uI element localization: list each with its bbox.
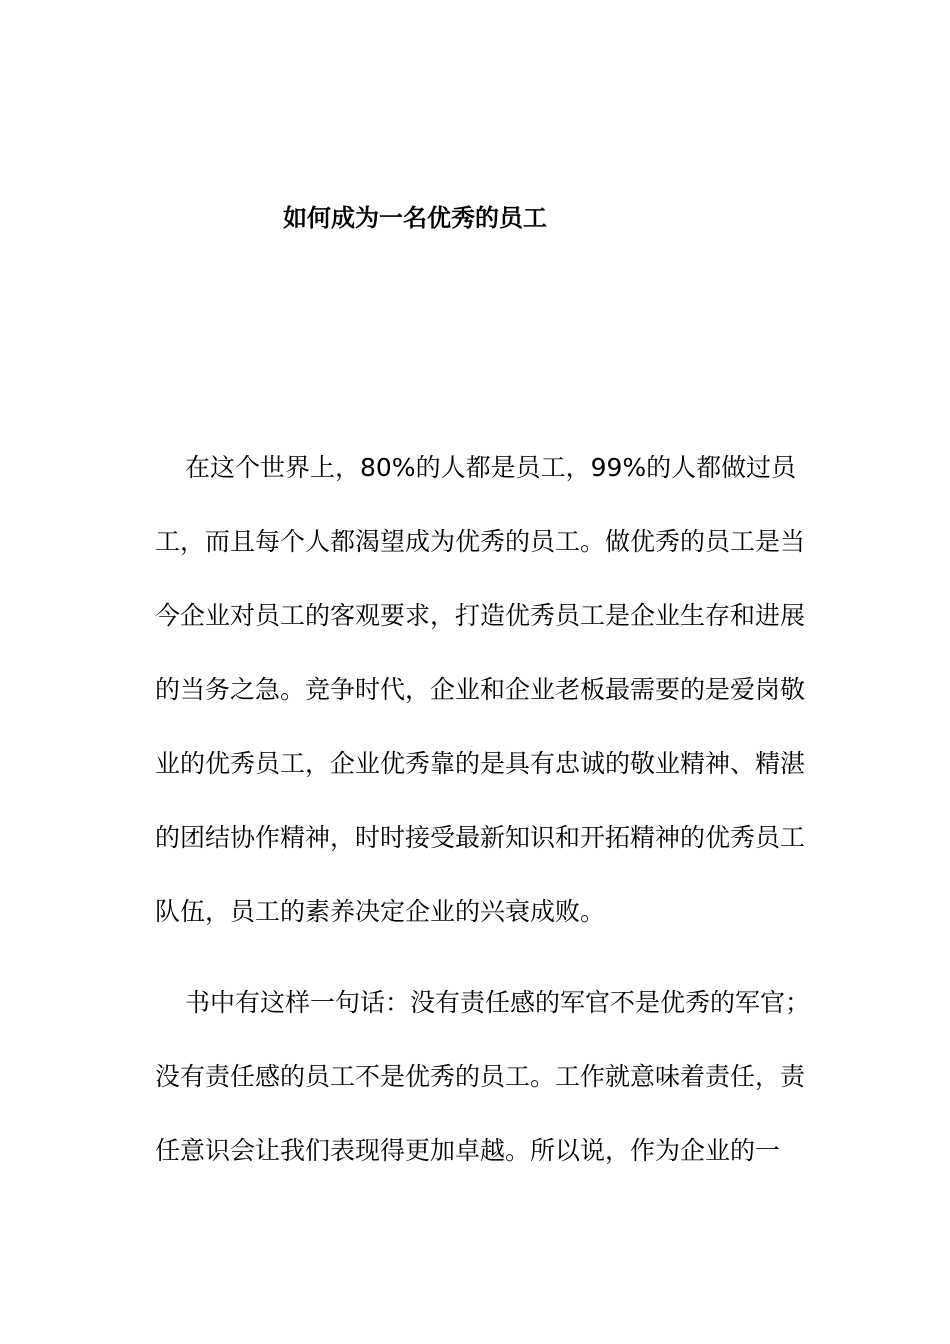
paragraph-2-line-2: 没有责任感的员工不是优秀的员工。工作就意味着责任，责 [155,1062,806,1091]
paragraph-2-line-1: 书中有这样一句话：没有责任感的军官不是优秀的军官； [185,988,811,1017]
paragraph-1-line-5: 业的优秀员工，企业优秀靠的是具有忠诚的敬业精神、精湛 [155,749,806,778]
paragraph-1-line-1: 在这个世界上，80%的人都是员工，99%的人都做过员 [185,453,797,482]
paragraph-1-line-2: 工，而且每个人都渴望成为优秀的员工。做优秀的员工是当 [155,527,806,556]
paragraph-1-line-3: 今企业对员工的客观要求，打造优秀员工是企业生存和进展 [155,601,806,630]
document-title: 如何成为一名优秀的员工 [283,204,547,232]
paragraph-1-line-4: 的当务之急。竞争时代，企业和企业老板最需要的是爱岗敬 [155,675,806,704]
paragraph-2-line-3: 任意识会让我们表现得更加卓越。所以说，作为企业的一 [155,1136,781,1165]
paragraph-1-line-7: 队伍，员工的素养决定企业的兴衰成败。 [155,897,606,926]
paragraph-1-line-6: 的团结协作精神，时时接受最新知识和开拓精神的优秀员工 [155,823,806,852]
